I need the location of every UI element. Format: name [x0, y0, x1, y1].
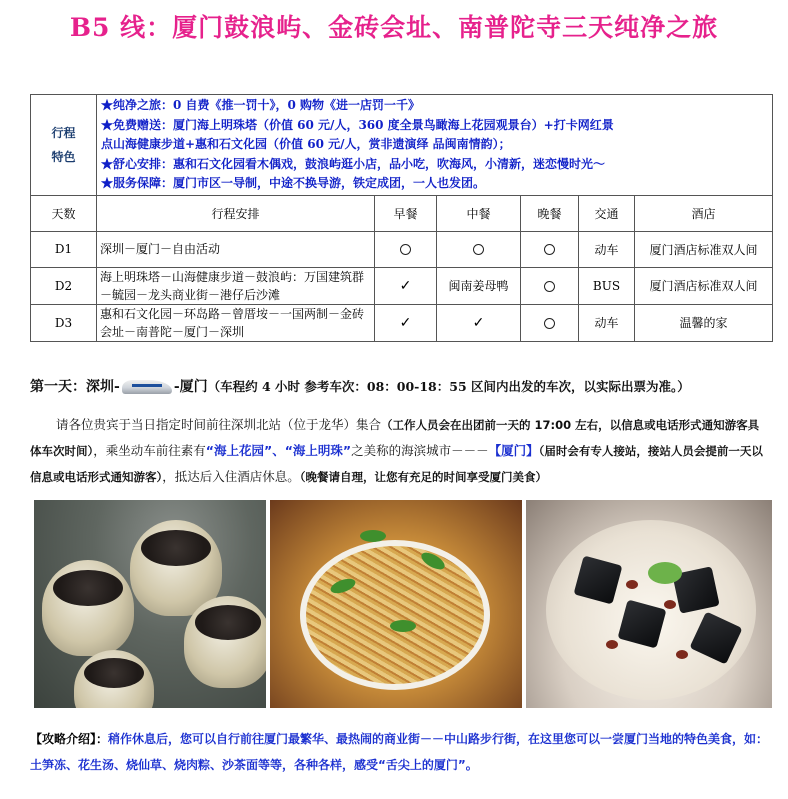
feature-line: ★舒心安排：惠和石文化园看木偶戏，鼓浪屿逛小店，品小吃，吹海风，小清新，迷恋慢时光～	[101, 156, 606, 171]
para-part: 请各位贵宾于当日指定时间前往深圳北站（位于龙华）集合	[56, 417, 382, 432]
plan-cell: 深圳－厦门－自由活动	[97, 231, 375, 267]
features-label-line2: 特色	[51, 149, 76, 164]
header-lunch: 中餐	[437, 195, 521, 231]
feature-line: ★纯净之旅：0 自费《推一罚十》，0 购物《进一店罚一千》	[101, 98, 421, 112]
hotel-cell: 厦门酒店标准双人间	[635, 231, 773, 267]
tips-section	[30, 726, 772, 778]
plan-cell: 海上明珠塔－山海健康步道－鼓浪屿：万国建筑群－毓园－龙头商业街－港仔后沙滩	[97, 267, 375, 304]
circle-icon	[400, 244, 411, 255]
para-part: ，抵达后入住酒店休息。	[162, 469, 300, 484]
feature-line: ★免费赠送：厦门海上明珠塔（价值 60 元/人，360 度全景鸟瞰海上花园观景台）+打卡网红景	[101, 117, 614, 132]
transport-cell: 动车	[579, 231, 635, 267]
feature-line: ★服务保障：厦门市区一导制，中途不换导游，铁定成团，一人也发团。	[101, 176, 486, 190]
header-transport: 交通	[579, 195, 635, 231]
para-part: （晚餐请自理，让您有充足的时间享受厦门美食）	[299, 470, 548, 484]
table-row	[31, 304, 773, 341]
para-part: 之美称的海滨城市－－－	[351, 443, 489, 458]
features-label	[31, 95, 97, 196]
header-hotel: 酒店	[635, 195, 773, 231]
day-cell: D1	[31, 231, 97, 267]
day1-paragraph	[30, 412, 770, 490]
lunch-cell: 闽南姜母鸭	[437, 267, 521, 304]
para-part: （届时会有专人接站，接站人员会提前一天以信息或电话形式通知游客）	[30, 444, 763, 484]
day1-heading	[30, 376, 780, 396]
lunch-cell	[437, 231, 521, 267]
check-icon: ✓	[399, 314, 412, 331]
para-part: ，乘坐动车前往素有	[93, 443, 206, 458]
day-cell: D2	[31, 267, 97, 304]
food-photo-jelly-dumplings	[34, 500, 266, 708]
lunch-cell	[437, 304, 521, 341]
hotel-cell: 温馨的家	[635, 304, 773, 341]
transport-cell: BUS	[579, 267, 635, 304]
circle-icon	[544, 244, 555, 255]
train-icon	[122, 380, 172, 394]
header-day: 天数	[31, 195, 97, 231]
itinerary-table	[30, 94, 773, 342]
plan-cell: 惠和石文化园－环岛路－曾厝垵－一国两制－金砖会址－南普陀－厦门－深圳	[97, 304, 375, 341]
header-dinner: 晚餐	[521, 195, 579, 231]
check-icon: ✓	[399, 277, 412, 294]
dinner-cell	[521, 267, 579, 304]
table-row	[31, 231, 773, 267]
day1-note: （车程约 4 小时 参考车次：08：00-18：55 区间内出发的车次，以实际出票为准。）	[207, 379, 690, 394]
dinner-cell	[521, 304, 579, 341]
features-content	[97, 95, 773, 196]
day1-heading-a: 第一天：深圳-	[30, 379, 120, 395]
dinner-cell	[521, 231, 579, 267]
circle-icon	[544, 318, 555, 329]
tips-text: 稍作休息后，您可以自行前往厦门最繁华、最热闹的商业街－－中山路步行街，在这里您可以一尝厦门当地的特色美食，如：土笋冻、花生汤、烧仙草、烧肉粽、沙茶面等等，各种各样，感受“舌尖上的厦门”。	[30, 732, 769, 772]
table-row	[31, 267, 773, 304]
table-header-row	[31, 195, 773, 231]
header-breakfast: 早餐	[375, 195, 437, 231]
day-cell: D3	[31, 304, 97, 341]
feature-line: 点山海健康步道+惠和石文化园（价值 60 元/人，赏非遗演绎 品闽南情韵）；	[101, 137, 511, 151]
food-photo-noodle-soup	[270, 500, 522, 708]
tips-lead: 【攻略介绍】：	[30, 732, 109, 746]
food-photo-grass-jelly	[526, 500, 772, 708]
para-highlight: 【厦门】	[488, 443, 539, 458]
para-highlight: “海上花园”、“海上明珠”	[205, 443, 352, 458]
circle-icon	[544, 281, 555, 292]
features-row	[31, 95, 773, 196]
food-photos	[34, 500, 774, 708]
page-title: B5 线：厦门鼓浪屿、金砖会址、南普陀寺三天纯净之旅	[69, 13, 719, 42]
breakfast-cell	[375, 304, 437, 341]
breakfast-cell	[375, 231, 437, 267]
transport-cell: 动车	[579, 304, 635, 341]
hotel-cell: 厦门酒店标准双人间	[635, 267, 773, 304]
circle-icon	[473, 244, 484, 255]
check-icon: ✓	[472, 314, 485, 331]
features-label-line1: 行程	[51, 125, 76, 140]
para-part: （工作人员会在出团前一天的 17:00 左右，以信息或电话形式通知游客具体车次时间）	[30, 418, 760, 458]
header-plan: 行程安排	[97, 195, 375, 231]
breakfast-cell	[375, 267, 437, 304]
day1-heading-b: -厦门	[173, 379, 208, 395]
